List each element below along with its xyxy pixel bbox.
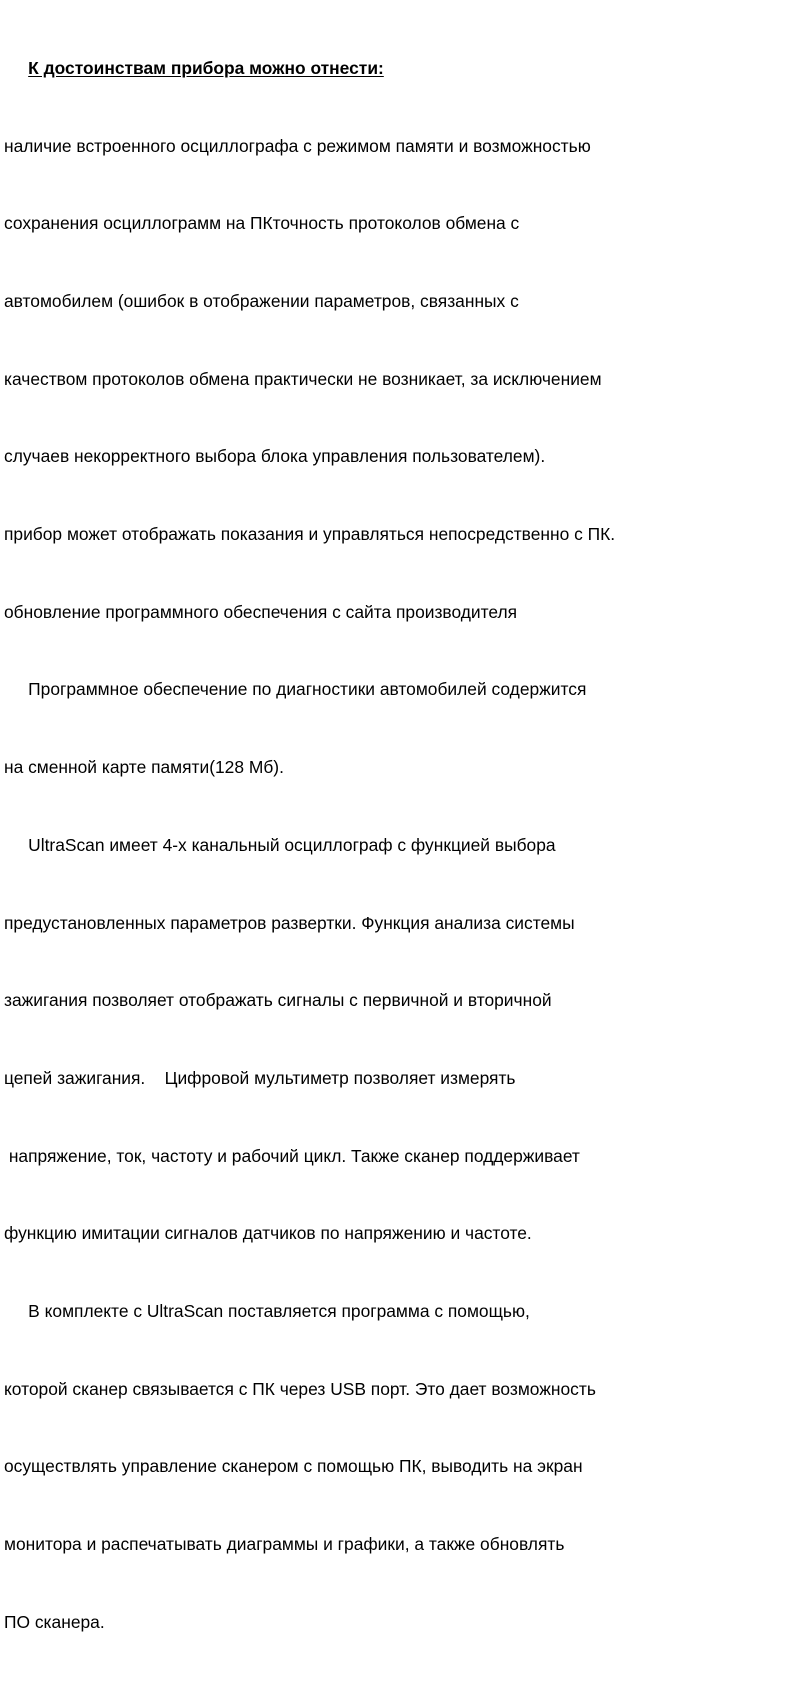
text-line: В комплекте с UltraScan поставляется программа с помощью, bbox=[4, 1301, 530, 1322]
text-line: которой сканер связывается с ПК через USB порт. Это дает возможность bbox=[4, 1378, 596, 1399]
text-line: монитора и распечатывать диаграммы и графики, а также обновлять bbox=[4, 1534, 565, 1555]
text-line: обновление программного обеспечения с сайта производителя bbox=[4, 601, 518, 622]
text-line: функцию имитации сигналов датчиков по напряжению и частоте. bbox=[4, 1223, 532, 1244]
heading-line bbox=[4, 56, 794, 82]
text-line: зажигания позволяет отображать сигналы с первичной и вторичной bbox=[4, 990, 552, 1011]
text-line: напряжение, ток, частоту и рабочий цикл. Также сканер поддерживает bbox=[4, 1145, 580, 1166]
text-line: качеством протоколов обмена практически не возникает, за исключением bbox=[4, 368, 602, 389]
text-line: прибор может отображать показания и управляться непосредственно с ПК. bbox=[4, 524, 616, 545]
text-line: автомобилем (ошибок в отображении параметров, связанных с bbox=[4, 290, 519, 311]
text-line: сохранения осциллограмм на ПКточность протоколов обмена с bbox=[4, 213, 520, 234]
text-line: случаев некорректного выбора блока управления пользователем). bbox=[4, 446, 546, 467]
text-line: на сменной карте памяти(128 Мб). bbox=[4, 757, 284, 778]
text-line: наличие встроенного осциллографа с режимом памяти и возможностью bbox=[4, 135, 591, 156]
text-line: предустановленных параметров развертки. Функция анализа системы bbox=[4, 912, 575, 933]
text-line: ПО сканера. bbox=[4, 1611, 105, 1632]
text-line: цепей зажигания. Цифровой мультиметр позволяет измерять bbox=[4, 1067, 516, 1088]
text-line: Программное обеспечение по диагностики автомобилей содержится bbox=[4, 679, 587, 700]
text-line: осуществлять управление сканером с помощью ПК, выводить на экран bbox=[4, 1456, 583, 1477]
heading: К достоинствам прибора можно отнести: bbox=[28, 57, 384, 78]
slide-text bbox=[4, 4, 794, 1688]
text-line: UltraScan имеет 4-х канальный осциллограф с функцией выбора bbox=[4, 834, 556, 855]
